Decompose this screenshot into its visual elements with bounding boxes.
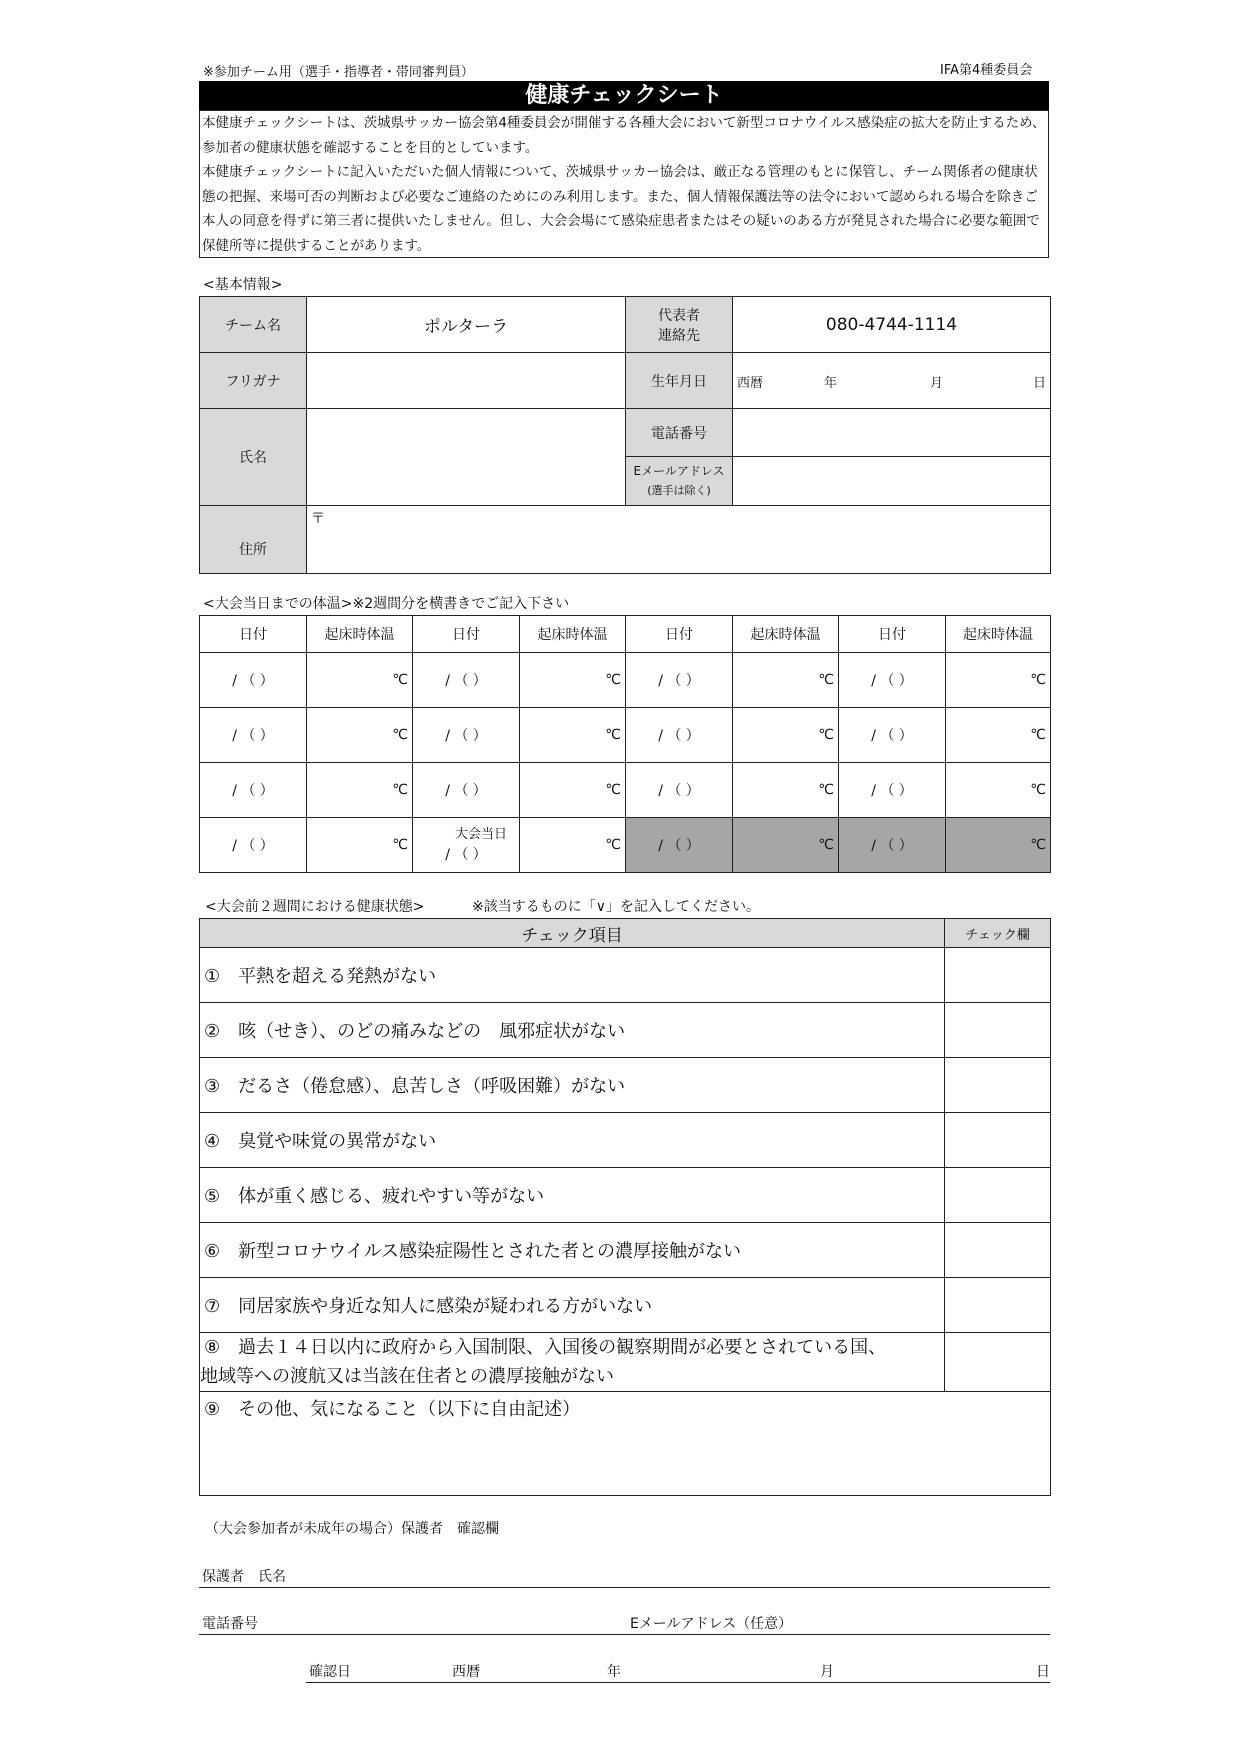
temp-cell[interactable]: ℃ bbox=[733, 763, 839, 818]
date-cell[interactable]: / （ ） bbox=[200, 653, 307, 708]
committee-name: IFA第4種委員会 bbox=[940, 63, 1033, 78]
health-instruction: ※該当するものに「∨」を記入してください。 bbox=[472, 899, 760, 915]
guardian-heading: （大会参加者が未成年の場合）保護者 確認欄 bbox=[205, 1521, 499, 1537]
temp-cell[interactable]: ℃ bbox=[733, 653, 839, 708]
furigana-label: フリガナ bbox=[200, 353, 307, 409]
confirm-era: 西暦 bbox=[452, 1664, 480, 1680]
confirm-date-line[interactable] bbox=[306, 1682, 1050, 1683]
birth-month-unit: 月 bbox=[930, 376, 944, 391]
phone-label: 電話番号 bbox=[626, 409, 733, 457]
check-item: ② 咳（せき）、のどの痛みなどの 風邪症状がない bbox=[200, 1003, 945, 1058]
check-box[interactable] bbox=[945, 1113, 1051, 1168]
temperature-table bbox=[199, 615, 1051, 873]
check-row bbox=[200, 1278, 1051, 1333]
rep-label-line1: 代表者 bbox=[658, 307, 700, 324]
temp-cell[interactable]: ℃ bbox=[307, 763, 413, 818]
date-cell[interactable]: / （ ） bbox=[839, 763, 946, 818]
tournament-day-date: / （ ） bbox=[445, 847, 487, 863]
representative-contact-value[interactable]: 080-4744-1114 bbox=[733, 297, 1051, 353]
date-cell[interactable]: / （ ） bbox=[839, 653, 946, 708]
health-check-table bbox=[199, 918, 1051, 1496]
check-item: ① 平熱を超える発熱がない bbox=[200, 948, 945, 1003]
tournament-day-date-cell[interactable] bbox=[413, 818, 520, 873]
temperature-row bbox=[200, 763, 1051, 818]
furigana-field[interactable] bbox=[307, 353, 626, 409]
check-box[interactable] bbox=[945, 1058, 1051, 1113]
check-row bbox=[200, 1168, 1051, 1223]
intro-paragraph-1: 本健康チェックシートは、茨城県サッカー協会第4種委員会が開催する各種大会において新型コロナウイルス感染症の拡大を防止するため、参加者の健康状態を確認することを目的としています。 bbox=[202, 115, 1046, 156]
date-cell[interactable]: / （ ） bbox=[200, 818, 307, 873]
temp-cell[interactable]: ℃ bbox=[946, 708, 1051, 763]
temp-header: 起床時体温 bbox=[946, 616, 1051, 653]
confirm-date-label: 確認日 bbox=[309, 1664, 351, 1680]
check-item-8-line2: 地域等への渡航又は当該在住者との濃厚接触がない bbox=[200, 1366, 614, 1387]
email-field[interactable] bbox=[733, 457, 1051, 506]
basic-info-table bbox=[199, 296, 1051, 574]
address-label: 住所 bbox=[200, 506, 307, 574]
basic-info-heading: <基本情報> bbox=[203, 277, 283, 293]
date-cell[interactable]: / （ ） bbox=[200, 708, 307, 763]
tournament-day-label: 大会当日 bbox=[454, 827, 507, 842]
check-row bbox=[200, 1113, 1051, 1168]
check-item-header: チェック項目 bbox=[200, 919, 945, 948]
temp-cell[interactable]: ℃ bbox=[307, 818, 413, 873]
check-item: ③ だるさ（倦怠感）、息苦しさ（呼吸困難）がない bbox=[200, 1058, 945, 1113]
check-row bbox=[200, 1003, 1051, 1058]
temp-cell[interactable]: ℃ bbox=[520, 653, 626, 708]
team-name-value[interactable]: ポルターラ bbox=[307, 297, 626, 353]
phone-field[interactable] bbox=[733, 409, 1051, 457]
date-cell[interactable]: / （ ） bbox=[839, 708, 946, 763]
date-header: 日付 bbox=[626, 616, 733, 653]
temp-cell[interactable]: ℃ bbox=[520, 763, 626, 818]
check-item-9: ⑨ その他、気になること（以下に自由記述） bbox=[204, 1399, 581, 1420]
temperature-row bbox=[200, 653, 1051, 708]
temp-header: 起床時体温 bbox=[520, 616, 626, 653]
check-row bbox=[200, 1223, 1051, 1278]
guardian-name-label: 保護者 氏名 bbox=[202, 1569, 286, 1585]
guardian-name-line[interactable] bbox=[199, 1587, 1050, 1588]
check-item-8 bbox=[200, 1333, 945, 1392]
check-item: ⑤ 体が重く感じる、疲れやすい等がない bbox=[200, 1168, 945, 1223]
check-row bbox=[200, 948, 1051, 1003]
confirm-day-unit: 日 bbox=[1036, 1664, 1050, 1680]
birthdate-field[interactable] bbox=[733, 353, 1051, 409]
check-box[interactable] bbox=[945, 1168, 1051, 1223]
date-header: 日付 bbox=[413, 616, 520, 653]
check-box[interactable] bbox=[945, 1333, 1051, 1392]
check-box[interactable] bbox=[945, 1278, 1051, 1333]
temperature-row bbox=[200, 818, 1051, 873]
check-row bbox=[200, 1333, 1051, 1392]
check-row bbox=[200, 1058, 1051, 1113]
temp-header: 起床時体温 bbox=[307, 616, 413, 653]
check-column-header: チェック欄 bbox=[945, 919, 1051, 948]
check-item-8-line1: ⑧ 過去１４日以内に政府から入国制限、入国後の観察期間が必要とされている国、 bbox=[204, 1337, 887, 1358]
email-label bbox=[626, 457, 733, 506]
temp-header: 起床時体温 bbox=[733, 616, 839, 653]
unused-date-cell: / （ ） bbox=[839, 818, 946, 873]
birthdate-label: 生年月日 bbox=[626, 353, 733, 409]
guardian-phone-email-line[interactable] bbox=[199, 1634, 1050, 1635]
participant-note: ※参加チーム用（選手・指導者・帯同審判員） bbox=[203, 65, 474, 80]
health-heading: <大会前２週間における健康状態> bbox=[205, 899, 425, 915]
intro-text bbox=[199, 110, 1049, 258]
date-cell[interactable]: / （ ） bbox=[413, 653, 520, 708]
check-box[interactable] bbox=[945, 1223, 1051, 1278]
name-field[interactable] bbox=[307, 409, 626, 506]
check-item: ⑥ 新型コロナウイルス感染症陽性とされた者との濃厚接触がない bbox=[200, 1223, 945, 1278]
temp-cell[interactable]: ℃ bbox=[307, 653, 413, 708]
representative-contact-label bbox=[626, 297, 733, 353]
check-item: ④ 臭覚や味覚の異常がない bbox=[200, 1113, 945, 1168]
temperature-row bbox=[200, 708, 1051, 763]
temp-cell[interactable]: ℃ bbox=[946, 653, 1051, 708]
email-label-line1: Eメールアドレス bbox=[633, 464, 725, 478]
temp-cell[interactable]: ℃ bbox=[946, 763, 1051, 818]
temp-cell[interactable]: ℃ bbox=[733, 708, 839, 763]
page-title: 健康チェックシート bbox=[199, 81, 1049, 110]
date-cell[interactable]: / （ ） bbox=[626, 653, 733, 708]
intro-paragraph-2: 本健康チェックシートに記入いただいた個人情報について、茨城県サッカー協会は、厳正なる管理のもとに保管し、チーム関係者の健康状態の把握、来場可否の判断および必要なご連絡のためにのみ利用します。また、個人情報保護法等の法令において認められる場合を除きご本人の同意を得ずに第三者に提供いたしません。但し、大会会場にて感染症患者またはその疑いのある方が発見された場合に必要な範囲で保健所等に提供することがあります。 bbox=[202, 164, 1040, 254]
email-label-line2: (選手は除く) bbox=[647, 484, 711, 497]
check-box[interactable] bbox=[945, 948, 1051, 1003]
postal-mark: 〒 bbox=[311, 511, 325, 527]
birth-day-unit: 日 bbox=[1032, 376, 1046, 391]
guardian-phone-label: 電話番号 bbox=[202, 1616, 258, 1632]
temp-cell[interactable]: ℃ bbox=[520, 708, 626, 763]
unused-temp-cell: ℃ bbox=[733, 818, 839, 873]
date-header: 日付 bbox=[200, 616, 307, 653]
birth-year-unit: 年 bbox=[824, 376, 838, 391]
free-comment-field[interactable] bbox=[200, 1392, 1051, 1496]
date-cell[interactable]: / （ ） bbox=[200, 763, 307, 818]
confirm-year-unit: 年 bbox=[607, 1664, 621, 1680]
unused-temp-cell: ℃ bbox=[946, 818, 1051, 873]
name-label: 氏名 bbox=[200, 409, 307, 506]
team-name-label: チーム名 bbox=[200, 297, 307, 353]
confirm-month-unit: 月 bbox=[820, 1664, 834, 1680]
temp-cell[interactable]: ℃ bbox=[307, 708, 413, 763]
date-cell[interactable]: / （ ） bbox=[413, 708, 520, 763]
unused-date-cell: / （ ） bbox=[626, 818, 733, 873]
rep-label-line2: 連絡先 bbox=[658, 327, 700, 344]
date-cell[interactable]: / （ ） bbox=[626, 708, 733, 763]
address-field[interactable] bbox=[307, 506, 1051, 574]
check-item: ⑦ 同居家族や身近な知人に感染が疑われる方がいない bbox=[200, 1278, 945, 1333]
check-box[interactable] bbox=[945, 1003, 1051, 1058]
date-header: 日付 bbox=[839, 616, 946, 653]
temperature-heading: <大会当日までの体温>※2週間分を横書きでご記入下さい bbox=[203, 596, 570, 612]
guardian-email-label: Eメールアドレス（任意） bbox=[630, 1616, 793, 1632]
date-cell[interactable]: / （ ） bbox=[413, 763, 520, 818]
temp-cell[interactable]: ℃ bbox=[520, 818, 626, 873]
date-cell[interactable]: / （ ） bbox=[626, 763, 733, 818]
birth-era: 西暦 bbox=[737, 376, 764, 391]
